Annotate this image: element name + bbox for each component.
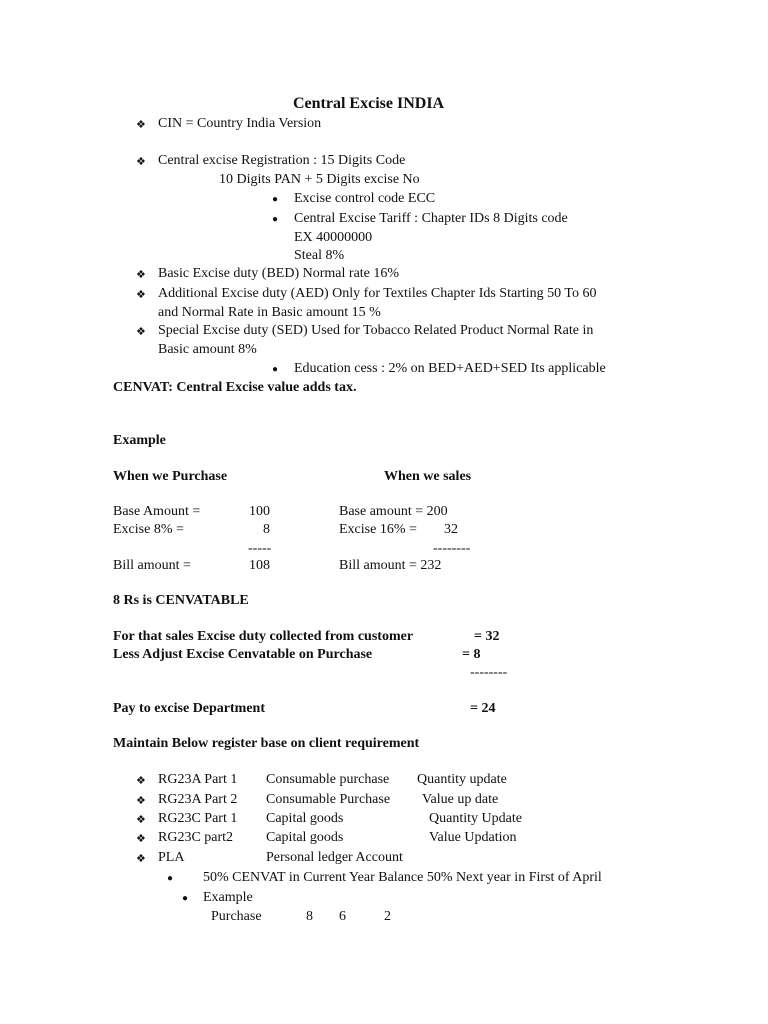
purchase-heading: When we Purchase	[113, 469, 228, 484]
cenvat-definition: CENVAT: Central Excise value adds tax.	[113, 380, 357, 395]
register-type: Personal ledger Account	[266, 850, 403, 865]
register-code: RG23C part2	[158, 830, 234, 845]
example2-value: 6	[339, 909, 346, 924]
registration-item: Central Excise Tariff : Chapter IDs 8 Digits code	[294, 211, 568, 226]
diamond-bullet-icon: ❖	[136, 119, 146, 131]
dot-bullet-icon: ●	[272, 364, 279, 375]
aed-line: Additional Excise duty (AED) Only for Textiles Chapter Ids Starting 50 To 60	[158, 286, 597, 301]
cin-line: CIN = Country India Version	[158, 116, 322, 131]
dot-bullet-icon: ●	[272, 214, 279, 225]
purchase-excise-value: 8	[263, 522, 270, 537]
purchase-base-label: Base Amount =	[113, 504, 201, 519]
pay-value: = 24	[470, 701, 496, 716]
register-code: PLA	[158, 850, 185, 865]
purchase-bill-label: Bill amount =	[113, 558, 191, 573]
register-type: Consumable Purchase	[266, 792, 391, 807]
diamond-bullet-icon: ❖	[136, 833, 146, 845]
register-code: RG23C Part 1	[158, 811, 238, 826]
diamond-bullet-icon: ❖	[136, 814, 146, 826]
diamond-bullet-icon: ❖	[136, 269, 146, 281]
adjust-value: = 8	[462, 647, 481, 662]
example2-value: 8	[306, 909, 313, 924]
sales-excise-label: Excise 16% =	[339, 522, 417, 537]
collected-value: = 32	[474, 629, 500, 644]
cenvatable-line: 8 Rs is CENVATABLE	[113, 593, 249, 608]
dot-bullet-icon: ●	[182, 893, 189, 904]
diamond-bullet-icon: ❖	[136, 326, 146, 338]
example2-value: 2	[384, 909, 391, 924]
education-cess-line: Education cess : 2% on BED+AED+SED Its applicable	[294, 361, 606, 376]
tariff-line: Steal 8%	[294, 248, 345, 263]
registration-item: Excise control code ECC	[294, 191, 436, 206]
diamond-bullet-icon: ❖	[136, 853, 146, 865]
sales-excise-value: 32	[444, 522, 458, 537]
sales-base: Base amount = 200	[339, 504, 448, 519]
bed-line: Basic Excise duty (BED) Normal rate 16%	[158, 266, 400, 281]
collected-label: For that sales Excise duty collected from customer	[113, 629, 414, 644]
register-purpose: Quantity Update	[429, 811, 522, 826]
diamond-bullet-icon: ❖	[136, 289, 146, 301]
cenvat-split-line: 50% CENVAT in Current Year Balance 50% Next year in First of April	[203, 870, 602, 885]
diamond-bullet-icon: ❖	[136, 775, 146, 787]
sed-line: Special Excise duty (SED) Used for Tobacco Related Product Normal Rate in	[158, 323, 594, 338]
sed-line: Basic amount 8%	[158, 342, 257, 357]
maintain-heading: Maintain Below register base on client requirement	[113, 736, 420, 751]
registration-detail: 10 Digits PAN + 5 Digits excise No	[219, 172, 420, 187]
sales-sum-rule: --------	[433, 541, 471, 556]
purchase-excise-label: Excise 8% =	[113, 522, 184, 537]
register-purpose: Value Updation	[429, 830, 517, 845]
purchase-sum-rule: -----	[248, 541, 272, 556]
register-code: RG23A Part 1	[158, 772, 238, 787]
aed-line: and Normal Rate in Basic amount 15 %	[158, 305, 381, 320]
example2-label: Example	[203, 890, 253, 905]
register-purpose: Value up date	[422, 792, 499, 807]
sales-heading: When we sales	[384, 469, 472, 484]
adjust-label: Less Adjust Excise Cenvatable on Purchase	[113, 647, 373, 662]
sales-bill: Bill amount = 232	[339, 558, 442, 573]
diamond-bullet-icon: ❖	[136, 156, 146, 168]
dot-bullet-icon: ●	[272, 194, 279, 205]
register-code: RG23A Part 2	[158, 792, 238, 807]
purchase-bill-value: 108	[249, 558, 270, 573]
adjust-rule: --------	[470, 665, 508, 680]
tariff-line: EX 40000000	[294, 230, 373, 245]
register-type: Consumable purchase	[266, 772, 390, 787]
register-purpose: Quantity update	[417, 772, 507, 787]
example2-row-label: Purchase	[211, 909, 262, 924]
register-type: Capital goods	[266, 830, 344, 845]
diamond-bullet-icon: ❖	[136, 795, 146, 807]
pay-label: Pay to excise Department	[113, 701, 266, 716]
example-heading: Example	[113, 433, 166, 448]
registration-heading: Central excise Registration : 15 Digits Code	[158, 153, 406, 168]
purchase-base-value: 100	[249, 504, 270, 519]
document-title: Central Excise INDIA	[293, 95, 445, 112]
dot-bullet-icon: ●	[167, 873, 174, 884]
register-type: Capital goods	[266, 811, 344, 826]
